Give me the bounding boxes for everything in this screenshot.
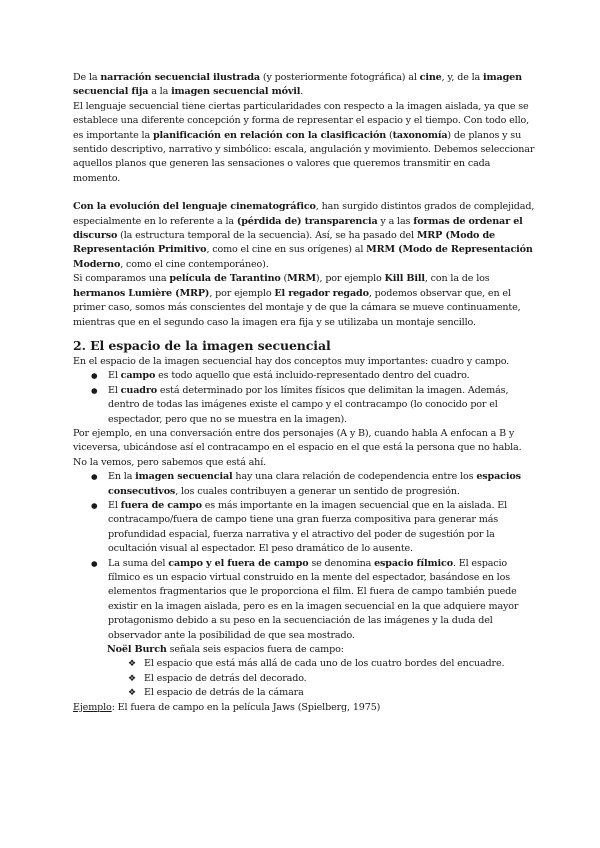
list-item: ● En la imagen secuencial hay una clara relación de codependencia entre los espacios consecutivos, los cuales contribuyen a generar un sentido de progresión. xyxy=(108,470,538,499)
paragraph-example: Ejemplo: El fuera de campo en la película Jaws (Spielberg, 1975) xyxy=(73,701,381,713)
list-item: ● El campo es todo aquello que está incluido-representado dentro del cuadro. xyxy=(108,369,538,383)
paragraph-conversation-example: Por ejemplo, en una conversación entre dos personajes (A y B), cuando habla A enfocan a B y viceversa, ubicándose así el contracampo en el espacio en el que está la persona que no habla. No la vemos, pero sabemos que está ahí. xyxy=(73,427,522,468)
list-item: ❖ El espacio que está más allá de cada uno de los cuatro bordes del encuadre. xyxy=(144,657,538,671)
paragraph-sequential-language: El lenguaje secuencial tiene ciertas particularidades con respecto a la imagen aislada, ya que se establece una diferente concepción y forma de representar el espacio y el tiempo. Con todo ello, es importante la planificación en relación con la clasificación (taxonomía) de planos y su sentido descriptivo, narrativo y simbólico: escala, angulación y movimiento. Debemos seleccionar aquellos planos que generen las sensaciones o valores que queremos transmitir en cada momento. xyxy=(73,100,535,184)
paragraph-concepts-intro: En el espacio de la imagen secuencial hay dos conceptos muy importantes: cuadro y campo. xyxy=(73,355,510,367)
section-heading: 2. El espacio de la imagen secuencial xyxy=(73,337,331,353)
bullet-list-concepts xyxy=(73,369,538,427)
bullet-list-space xyxy=(73,470,538,643)
paragraph-tarantino-comparison: Si comparamos una película de Tarantino (MRM), por ejemplo Kill Bill, con la de los hermanos Lumière (MRP), por ejemplo El regador regado, podemos observar que, en el primer caso, somos más conscientes del montaje y de que la cámara se mueve continuamente, mientras que en el segundo caso la imagen era fija y se utilizaba un montaje sencillo. xyxy=(73,273,521,328)
list-item: ❖ El espacio de detrás del decorado. xyxy=(144,672,538,686)
list-item: ● El cuadro está determinado por los límites físicos que delimitan la imagen. Además, dentro de todas las imágenes existe el campo y el contracampo (lo conocido por el espectador, pero que no se muestra en la imagen). xyxy=(108,384,538,427)
list-item: ● La suma del campo y el fuera de campo se denomina espacio fílmico. El espacio fílmico es un espacio virtual construido en la mente del espectador, basándose en los elementos fragmentarios que le proporciona el film. El fuera de campo también puede existir en la imagen aislada, pero es en la imagen secuencial en la que adquiere mayor protagonismo debido a su peso en la secuenciación de las imágenes y la duda del observador ante la posibilidad de que sea mostrado. xyxy=(108,557,538,643)
list-item: ● El fuera de campo es más importante en la imagen secuencial que en la aislada. El contracampo/fuera de campo tiene una gran fuerza compositiva para generar más profundidad espacial, fuerza narrativa y el atractivo del poder de sugestión por la ocultación visual al espectador. El peso dramático de lo ausente. xyxy=(108,499,538,557)
paragraph-intro-narration: De la narración secuencial ilustrada (y posteriormente fotográfica) al cine, y, de la imagen secuencial fija a la imagen secuencial móvil. xyxy=(73,72,522,98)
diamond-list-offscreen-spaces xyxy=(73,657,538,700)
paragraph-cinematic-evolution: Con la evolución del lenguaje cinematográfico, han surgido distintos grados de complejidad, especialmente en lo referente a la (pérdida de) transparencia y a las formas de ordenar el discurso (la estructura temporal de la secuencia). Así, se ha pasado del MRP (Modo de Representación Primitivo, como el cine en sus orígenes) al MRM (Modo de Representación Moderno, como el cine contemporáneo). xyxy=(73,201,535,270)
paragraph-burch: Noël Burch señala seis espacios fuera de campo: xyxy=(107,644,344,656)
list-item: ❖ El espacio de detrás de la cámara xyxy=(144,686,538,700)
